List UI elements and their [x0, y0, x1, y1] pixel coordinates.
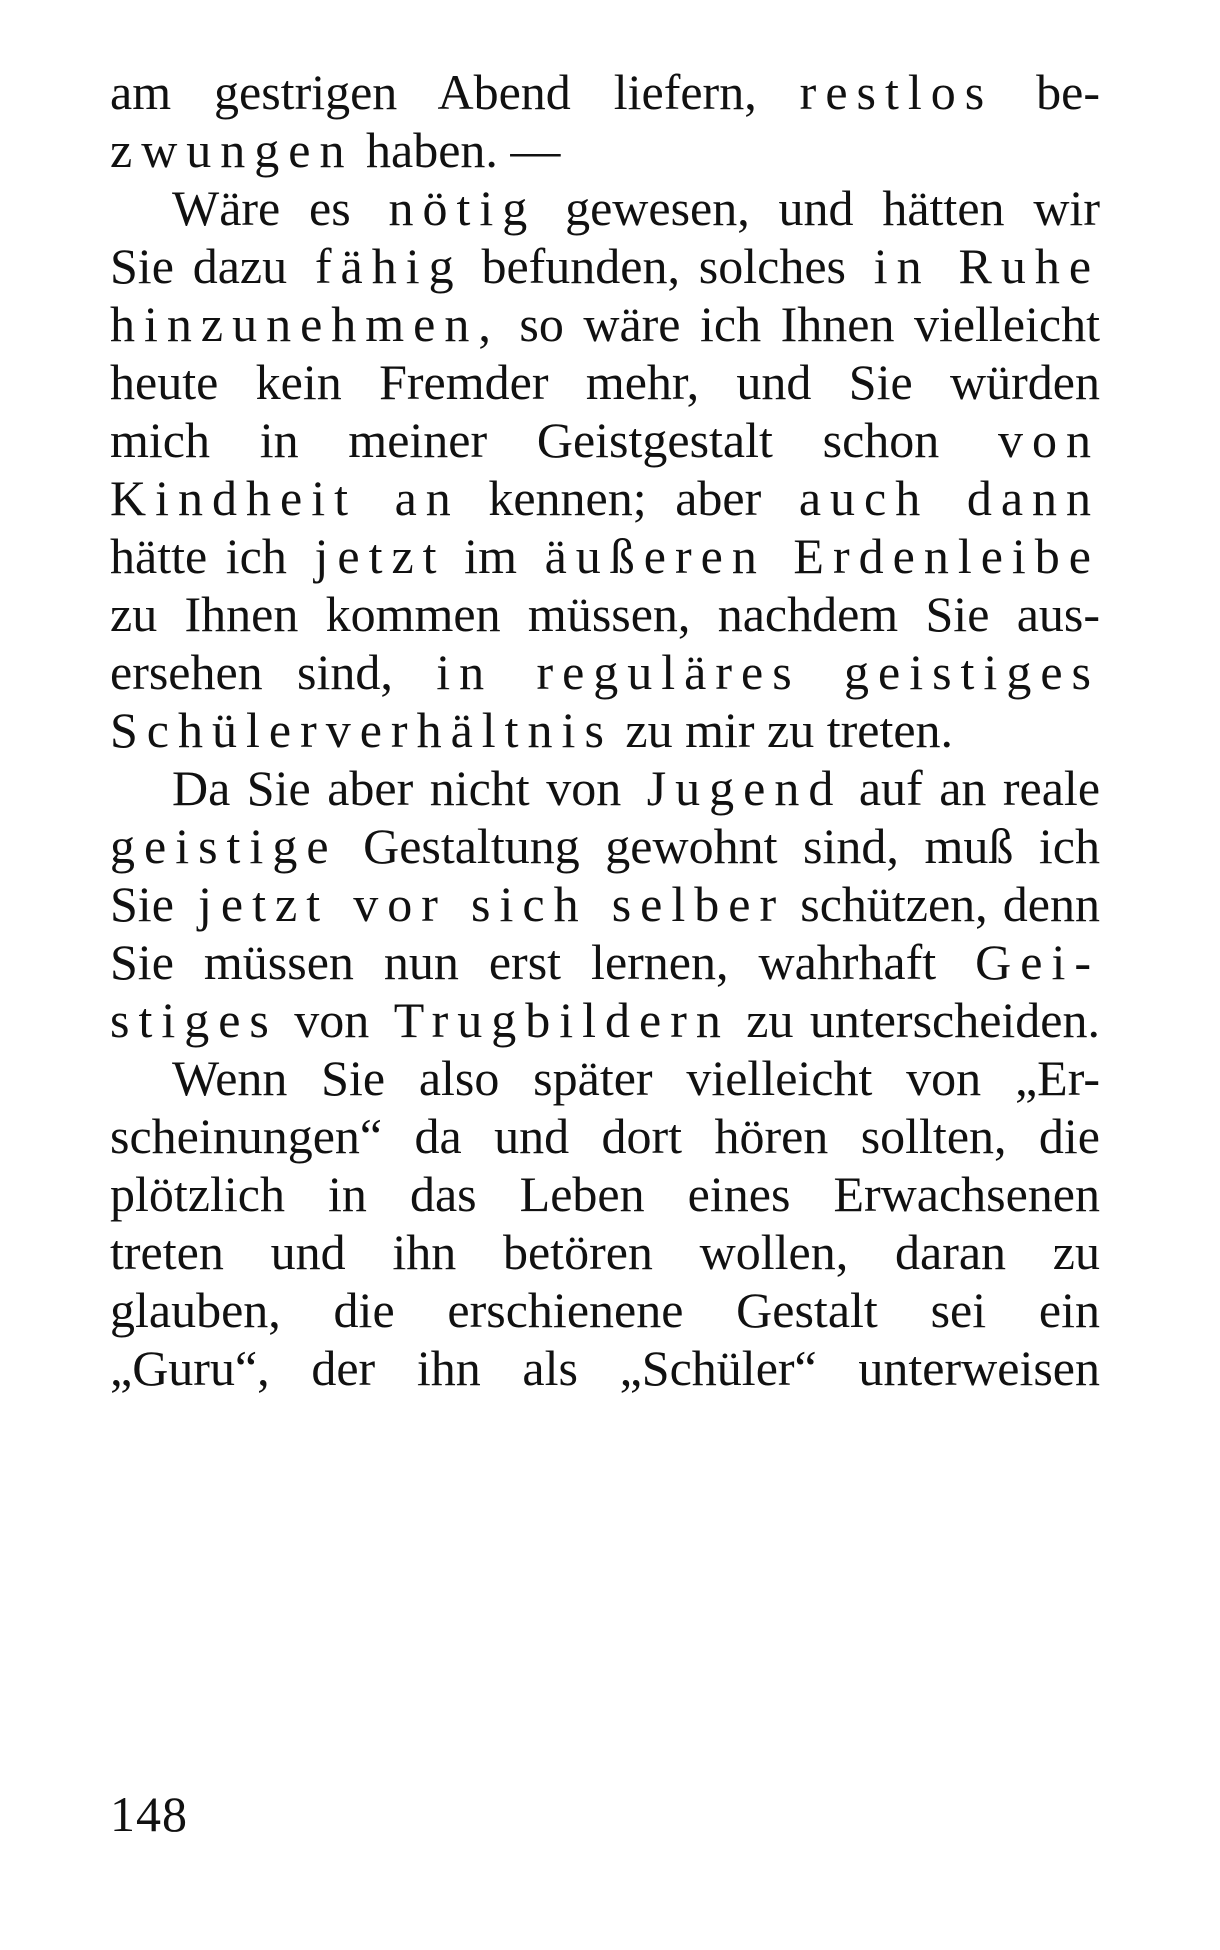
text-line-21: treten und ihn betören wollen, daran zu [110, 1224, 1100, 1280]
text-line-8: Kindheit an kennen; aber auch dann [110, 470, 1101, 526]
text-line-17: stiges von Trugbildern zu unterscheiden. [110, 992, 1100, 1048]
text-line-20: plötzlich in das Leben eines Erwachsenen [110, 1166, 1100, 1222]
book-page [110, 0, 1100, 1950]
text-line-3: Wäre es nötig gewesen, und hätten wir [172, 180, 1100, 236]
text-line-22: glauben, die erschienene Gestalt sei ein [110, 1282, 1100, 1338]
text-line-12: Schülerverhältnis zu mir zu treten. [110, 702, 954, 758]
text-line-15: Sie jetzt vor sich selber schützen, denn [110, 876, 1101, 932]
text-line-11: ersehen sind, in reguläres geistiges [110, 644, 1100, 700]
text-line-13: Da Sie aber nicht von Jugend auf an reale [172, 760, 1101, 816]
text-line-6: heute kein Fremder mehr, und Sie würden [110, 354, 1100, 410]
text-line-14: geistige Gestaltung gewohnt sind, muß ich [110, 818, 1100, 874]
text-line-10: zu Ihnen kommen müssen, nachdem Sie aus- [110, 586, 1100, 642]
text-line-19: scheinungen“ da und dort hören sollten, die [110, 1108, 1100, 1164]
text-line-4: Sie dazu fähig befunden, solches in Ruhe [110, 238, 1101, 294]
text-line-9: hätte ich jetzt im äußeren Erdenleibe [110, 528, 1100, 584]
page-number: 148 [110, 1786, 188, 1842]
text-line-1: am gestrigen Abend liefern, restlos be- [110, 64, 1101, 120]
text-line-5: hinzunehmen, so wäre ich Ihnen vielleicht [110, 296, 1100, 352]
text-line-2: zwungen haben. — [110, 122, 561, 178]
text-line-16: Sie müssen nun erst lernen, wahrhaft Gei- [110, 934, 1101, 990]
text-line-7: mich in meiner Geistgestalt schon von [110, 412, 1100, 468]
text-line-23: „Guru“, der ihn als „Schüler“ unterweisen [110, 1340, 1100, 1396]
text-line-18: Wenn Sie also später vielleicht von „Er- [172, 1050, 1100, 1106]
